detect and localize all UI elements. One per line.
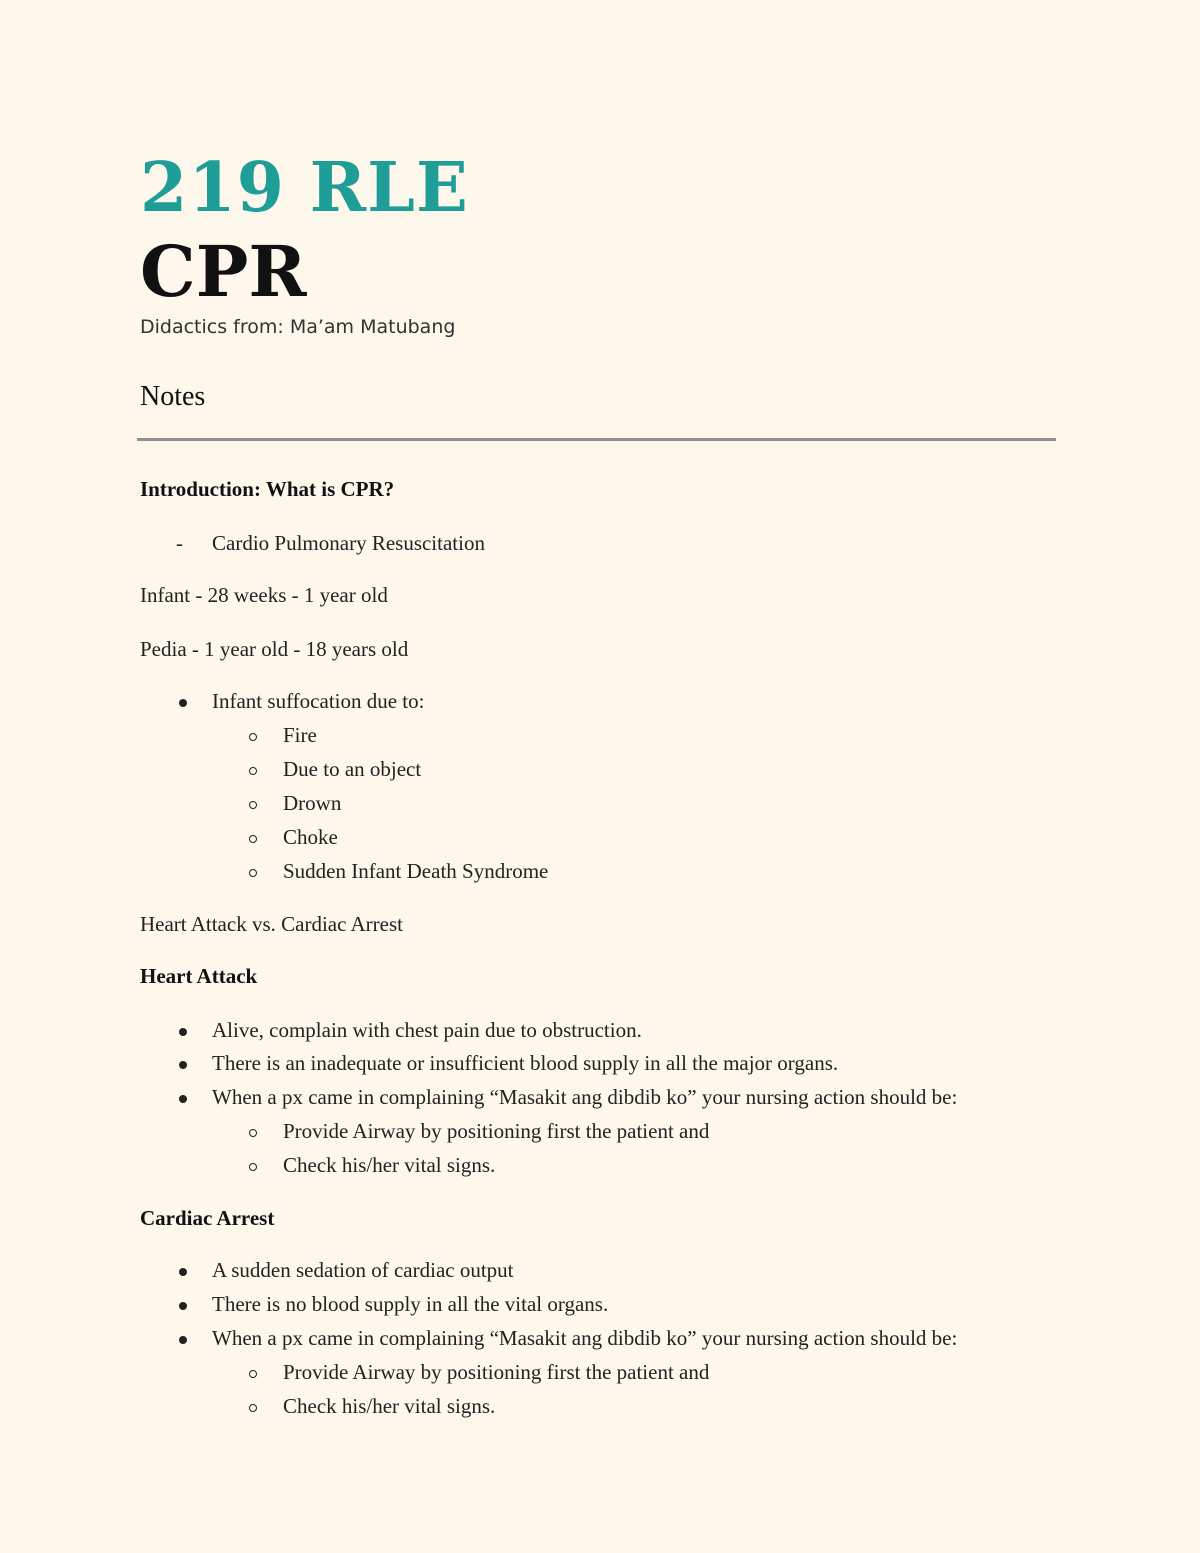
bullet-icon [179,1302,187,1310]
list-item: Drown [283,791,342,815]
circle-bullet-icon [249,1163,257,1171]
course-code: 219 RLE [140,148,469,228]
bullet-icon [179,699,187,707]
dash-marker: - [176,531,183,555]
list-item: A sudden sedation of cardiac output [212,1258,514,1282]
circle-bullet-icon [249,767,257,775]
list-item: There is no blood supply in all the vital organs. [212,1292,609,1316]
bullet-icon [179,1095,187,1103]
list-item: Sudden Infant Death Syndrome [283,859,549,883]
circle-bullet-icon [249,1404,257,1412]
list-item: When a px came in complaining “Masakit ang dibdib ko” your nursing action should be: [212,1085,958,1109]
circle-bullet-icon [249,801,257,809]
intro-heading: Introduction: What is CPR? [140,477,395,501]
list-item: Check his/her vital signs. [283,1153,496,1177]
circle-bullet-icon [249,733,257,741]
list-item: Choke [283,825,338,849]
heart-attack-heading: Heart Attack [140,964,258,988]
document-title: CPR [140,230,307,313]
horizontal-divider [137,438,1056,441]
infant-age-line: Infant - 28 weeks - 1 year old [140,583,388,607]
subtitle: Didactics from: Ma’am Matubang [140,316,456,338]
circle-bullet-icon [249,835,257,843]
bullet-icon [179,1268,187,1276]
circle-bullet-icon [249,1129,257,1137]
list-item: There is an inadequate or insufficient blood supply in all the major organs. [212,1051,839,1075]
circle-bullet-icon [249,1370,257,1378]
comparison-line: Heart Attack vs. Cardiac Arrest [140,912,403,936]
bullet-icon [179,1336,187,1344]
cardiac-arrest-heading: Cardiac Arrest [140,1206,275,1230]
dash-item: Cardio Pulmonary Resuscitation [212,531,485,555]
list-item: Alive, complain with chest pain due to obstruction. [212,1018,642,1042]
list-item: When a px came in complaining “Masakit ang dibdib ko” your nursing action should be: [212,1326,958,1350]
pedia-age-line: Pedia - 1 year old - 18 years old [140,637,409,661]
circle-bullet-icon [249,869,257,877]
list-item: Infant suffocation due to: [212,689,425,713]
notes-heading: Notes [140,381,206,412]
list-item: Provide Airway by positioning first the patient and [283,1360,710,1384]
list-item: Provide Airway by positioning first the patient and [283,1119,710,1143]
list-item: Check his/her vital signs. [283,1394,496,1418]
bullet-icon [179,1061,187,1069]
bullet-icon [179,1028,187,1036]
list-item: Fire [283,723,317,747]
list-item: Due to an object [283,757,422,781]
